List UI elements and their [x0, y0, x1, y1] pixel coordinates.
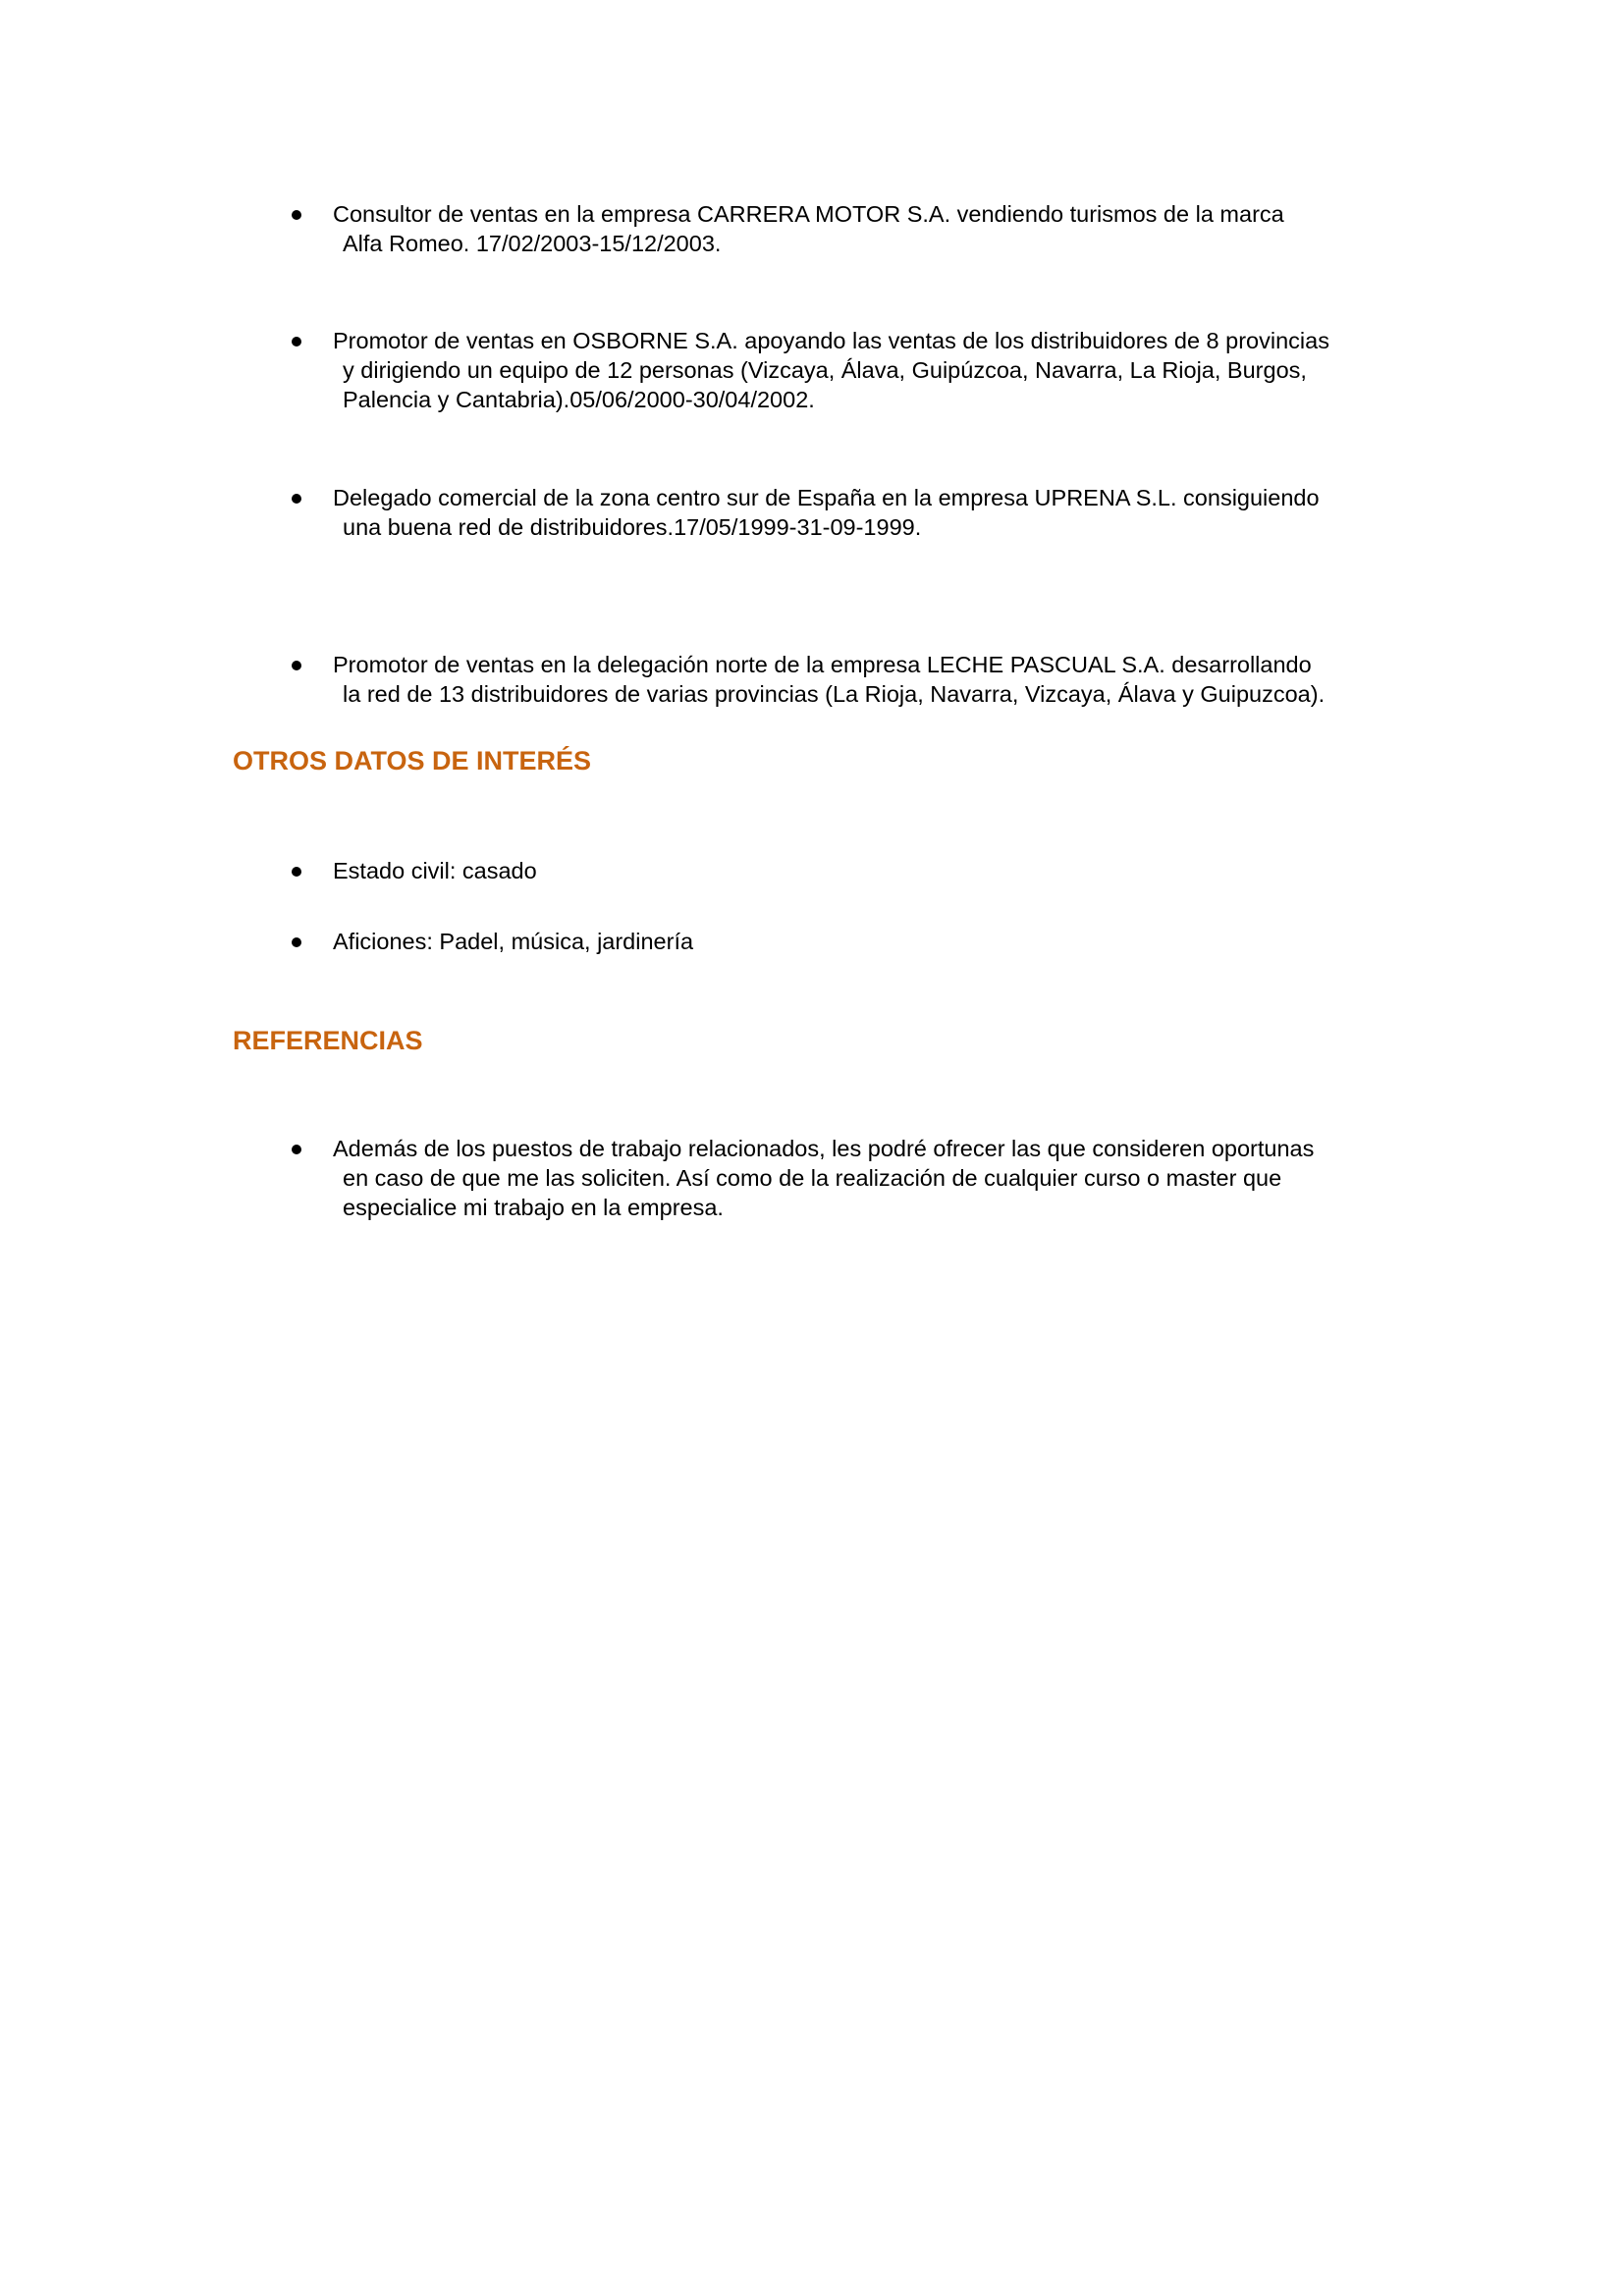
section-heading-otros-datos: OTROS DATOS DE INTERÉS — [233, 746, 592, 775]
text-line: Delegado comercial de la zona centro sur de España en la empresa UPRENA S.L. consiguiendo — [333, 485, 1320, 510]
text-line: Estado civil: casado — [333, 858, 537, 883]
text-line: Consultor de ventas en la empresa CARRERA MOTOR S.A. vendiendo turismos de la marca — [333, 201, 1284, 227]
text-line: en caso de que me las soliciten. Así como de la realización de cualquier curso o master que — [343, 1165, 1282, 1191]
experience-item-text — [333, 326, 1411, 414]
section-heading-referencias: REFERENCIAS — [233, 1026, 423, 1055]
text-line: Promotor de ventas en OSBORNE S.A. apoyando las ventas de los distribuidores de 8 provincias — [333, 328, 1329, 353]
otros-datos-item-text — [333, 856, 1411, 885]
bullet-icon — [292, 337, 301, 347]
text-line: Alfa Romeo. 17/02/2003-15/12/2003. — [343, 231, 722, 256]
bullet-icon — [292, 937, 301, 947]
experience-item-text — [333, 650, 1411, 709]
text-line: Aficiones: Padel, música, jardinería — [333, 929, 694, 954]
text-line: especialice mi trabajo en la empresa. — [343, 1195, 724, 1220]
bullet-icon — [292, 1145, 301, 1154]
referencias-item-text — [333, 1134, 1411, 1222]
text-line: Promotor de ventas en la delegación norte de la empresa LECHE PASCUAL S.A. desarrollando — [333, 652, 1312, 677]
text-line: y dirigiendo un equipo de 12 personas (Vizcaya, Álava, Guipúzcoa, Navarra, La Rioja, Burgos, — [343, 357, 1307, 383]
bullet-icon — [292, 494, 301, 504]
experience-item-text — [333, 199, 1411, 258]
experience-item-text — [333, 483, 1411, 542]
text-line: una buena red de distribuidores.17/05/1999-31-09-1999. — [343, 514, 922, 540]
text-line: Palencia y Cantabria).05/06/2000-30/04/2002. — [343, 387, 815, 412]
bullet-icon — [292, 661, 301, 670]
otros-datos-item-text — [333, 927, 1411, 956]
text-line: Además de los puestos de trabajo relacionados, les podré ofrecer las que consideren oportunas — [333, 1136, 1315, 1161]
bullet-icon — [292, 210, 301, 220]
bullet-icon — [292, 867, 301, 877]
text-line: la red de 13 distribuidores de varias provincias (La Rioja, Navarra, Vizcaya, Álava y Guipuzcoa). — [343, 681, 1326, 707]
